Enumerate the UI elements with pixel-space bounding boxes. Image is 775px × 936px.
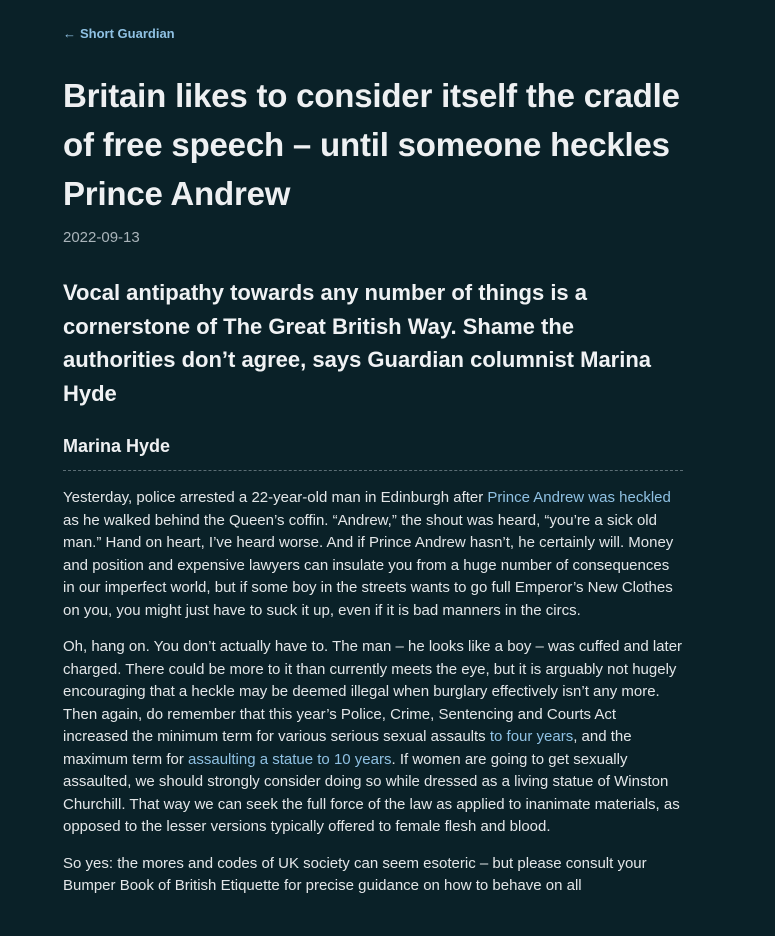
body-paragraph: So yes: the mores and codes of UK society can seem esoteric – but please consult your Bumper Book of British Etiquette for precise guidance on how to behave on all: [63, 854, 647, 894]
paragraph-text: Yesterday, police arrested a 22-year-old man in Edinburgh after: [63, 489, 488, 506]
body-paragraph: [63, 487, 683, 622]
body-paragraph: [63, 636, 683, 839]
paragraph-text: Oh, hang on. You don’t actually have to. The man – he looks like a boy – was cuffed and later charged. There could be more to it than currently meets the eye, but it is arguably not hugely encouraging that a heckle may be deemed illegal when burglary effectively isn’t any more. Then again, do remember that this year’s Police, Crime, Sentencing and Courts Act increased the minimum term for various serious sexual assaults: [63, 638, 683, 745]
article-standfirst: Vocal antipathy towards any number of things is a cornerstone of The Great British Way. Shame the authorities don’t agree, says Guardian columnist Marina Hyde: [63, 280, 652, 406]
back-link[interactable]: [63, 26, 175, 41]
paragraph-text: , and the maximum term for: [63, 728, 632, 768]
article-byline: Marina Hyde: [63, 436, 171, 456]
article-headline: Britain likes to consider itself the cradle of free speech – until someone heckles Prince Andrew: [63, 77, 680, 212]
prince-andrew-heckled-link[interactable]: Prince Andrew was heckled: [487, 489, 671, 506]
paragraph-text: . If women are going to get sexually assaulted, we should strongly consider doing so while dressed as a living statue of Winston Churchill. That way we can seek the full force of the law as applied to inanimate materials, as opposed to the lesser versions typically offered to female flesh and blood.: [63, 750, 680, 835]
paragraph-text: as he walked behind the Queen’s coffin. “Andrew,” the shout was heard, “you’re a sick old man.” Hand on heart, I’ve heard worse. And if Prince Andrew hasn’t, he certainly will. Money and position and expensive lawyers can insulate you from a huge number of consequences in our imperfect world, but if some boy in the streets wants to go full Emperor’s New Clothes on you, you might just have to suck it up, even if it is bad manners in the circs.: [63, 511, 674, 619]
back-link-label: Short Guardian: [80, 26, 175, 41]
article-date: 2022-09-13: [63, 229, 140, 246]
article-body: [63, 487, 683, 912]
byline-divider: [63, 470, 683, 471]
assaulting-statue-link[interactable]: assaulting a statue to 10 years: [188, 750, 392, 768]
four-years-link[interactable]: to four years: [489, 728, 574, 745]
back-arrow-icon: ←: [63, 26, 76, 41]
